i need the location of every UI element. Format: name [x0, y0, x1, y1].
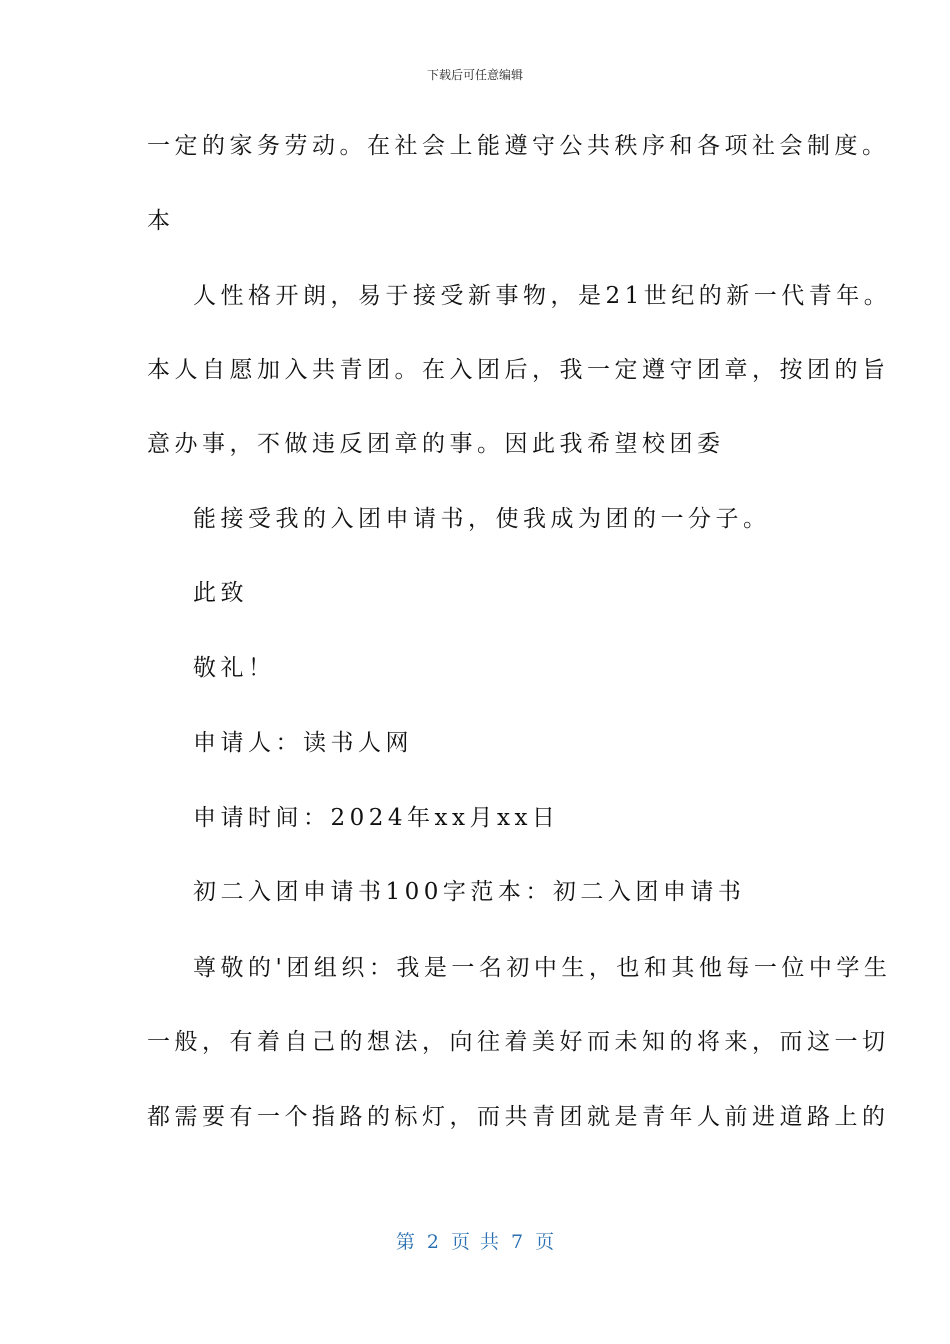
page-label-suffix: 页 — [535, 1231, 555, 1253]
total-pages-number: 7 — [511, 1231, 524, 1253]
body-line: 能接受我的入团申请书，使我成为团的一分子。 — [193, 506, 771, 532]
salutation-line: 敬礼！ — [193, 655, 276, 681]
body-line: 人性格开朗，易于接受新事物，是21世纪的新一代青年。 — [193, 283, 892, 309]
body-line: 意办事，不做违反团章的事。因此我希望校团委 — [147, 431, 725, 457]
body-line: 尊敬的'团组织：我是一名初中生，也和其他每一位中学生 — [193, 955, 892, 981]
page-label-mid: 页 共 — [450, 1231, 500, 1253]
section-title-line: 初二入团申请书100字范本：初二入团申请书 — [193, 879, 746, 905]
body-line: 一定的家务劳动。在社会上能遵守公共秩序和各项社会制度。 — [147, 133, 890, 159]
body-line: 都需要有一个指路的标灯，而共青团就是青年人前进道路上的 — [147, 1104, 890, 1130]
body-line: 本 — [147, 208, 175, 234]
page-header-note: 下载后可任意编辑 — [426, 68, 523, 82]
applicant-line: 申请人：读书人网 — [193, 730, 413, 756]
salutation-line: 此致 — [193, 580, 248, 606]
page-footer — [0, 1227, 950, 1254]
body-line: 本人自愿加入共青团。在入团后，我一定遵守团章，按团的旨 — [147, 357, 890, 383]
date-line: 申请时间：2024年xx月xx日 — [193, 805, 560, 831]
page-label-prefix: 第 — [395, 1231, 415, 1253]
body-line: 一般，有着自己的想法，向往着美好而未知的将来，而这一切 — [147, 1029, 890, 1055]
current-page-number: 2 — [426, 1231, 439, 1253]
